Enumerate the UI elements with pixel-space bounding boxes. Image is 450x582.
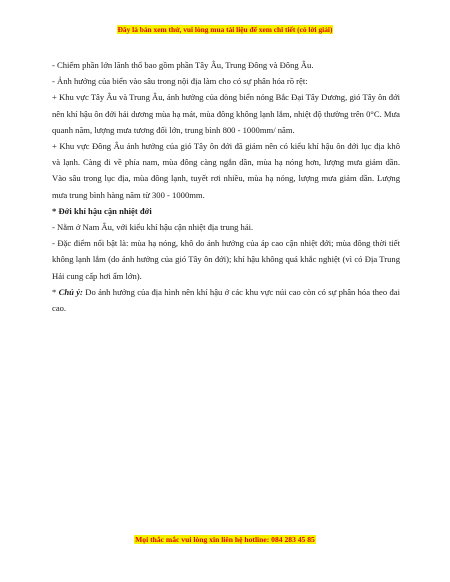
- paragraph: - Nằm ở Nam Âu, với kiểu khí hậu cận nhiệt địa trung hải.: [52, 222, 254, 233]
- note-text: Do ảnh hưởng của địa hình nên khí hậu ở các khu vực núi cao còn có sự phân hóa theo đai cao.: [52, 286, 400, 314]
- section-heading: * Đới khí hậu cận nhiệt đới: [52, 205, 152, 216]
- paragraph: + Khu vực Tây Âu và Trung Âu, ảnh hưởng của dòng biển nóng Bắc Đại Tây Dương, gió Tây ôn đới nên khí hậu ôn đới hải dương mùa hạ mát, mùa đông không lạnh lắm, nhiệt độ thường trên 0°C. Mưa quanh năm, lượng mưa tương đối lớn, trung bình 800 - 1000mm/ năm.: [52, 92, 400, 135]
- preview-banner-text: Đây là bản xem thử, vui lòng mua tài liệu để xem chi tiết (có lời giải): [117, 25, 333, 34]
- paragraph: - Ảnh hưởng của biển vào sâu trong nội địa làm cho có sự phân hóa rõ rệt:: [52, 76, 308, 87]
- preview-banner: [0, 25, 450, 35]
- document-body: [52, 57, 400, 316]
- hotline-banner: [0, 535, 450, 545]
- hotline-banner-text: Mọi thắc mắc vui lòng xin liên hệ hotline: 084 283 45 85: [135, 535, 315, 544]
- note-label: Chú ý:: [58, 286, 83, 297]
- note-paragraph: [52, 284, 400, 316]
- paragraph: - Chiếm phần lớn lãnh thổ bao gồm phần Tây Âu, Trung Đông và Đông Âu.: [52, 60, 314, 70]
- paragraph: - Đặc điểm nổi bật là: mùa hạ nóng, khô do ảnh hưởng của áp cao cận nhiệt đới; mùa đông thời tiết không lạnh lắm (do ảnh hưởng của gió Tây ôn đới); khí hậu không quá khắc nghiệt (vì có Địa Trung Hải cung cấp hơi ẩm lớn).: [52, 238, 400, 281]
- paragraph: + Khu vực Đông Âu ảnh hưởng của gió Tây ôn đới đã giảm nên có kiểu khí hậu ôn đới lục địa khô và lạnh. Càng đi về phía nam, mùa đông càng ngắn dần, mùa hạ nóng hơn, lượng mưa giảm dần. Vào sâu trong lục địa, mùa đông lạnh, tuyết rơi nhiều, mùa hạ nóng, lượng mưa giảm dần. Lượng mưa trung bình hàng năm từ 300 - 1000mm.: [52, 141, 400, 200]
- note-prefix: *: [52, 286, 59, 297]
